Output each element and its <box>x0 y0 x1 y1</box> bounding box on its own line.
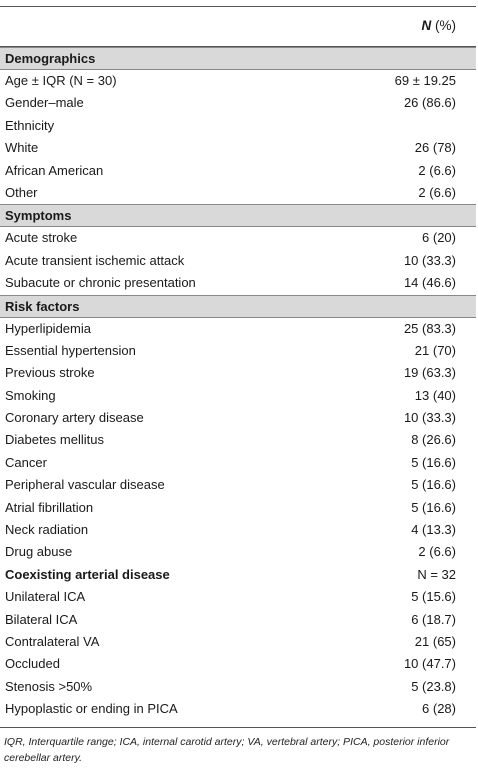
row-value: 10 (33.3) <box>403 252 456 268</box>
table-header <box>0 8 476 46</box>
row-value: 5 (16.6) <box>411 477 456 493</box>
table-row <box>0 272 476 294</box>
row-value: 2 (6.6) <box>418 162 456 178</box>
column-header-n-percent <box>422 18 457 33</box>
row-label: Contralateral VA <box>5 633 100 649</box>
row-value: 6 (18.7) <box>411 611 456 627</box>
table-row <box>0 429 476 451</box>
row-value: N = 32 <box>417 566 456 582</box>
row-value: 5 (23.8) <box>411 678 456 694</box>
table-row <box>0 250 476 272</box>
row-value: 13 (40) <box>414 387 456 403</box>
row-label: Coronary artery disease <box>5 410 144 426</box>
table-row <box>0 115 476 137</box>
row-label: Age ± IQR (N = 30) <box>5 73 117 88</box>
table-row <box>0 564 476 586</box>
table-row <box>0 541 476 563</box>
row-value: 5 (15.6) <box>411 589 456 605</box>
table-row <box>0 698 476 720</box>
row-value: 6 (28) <box>422 701 456 717</box>
section-header-row <box>0 47 476 70</box>
table-row <box>0 318 476 340</box>
row-label: Smoking <box>5 387 56 403</box>
table-row <box>0 676 476 698</box>
table-row <box>0 474 476 496</box>
table-row <box>0 452 476 474</box>
row-label: Peripheral vascular disease <box>5 477 165 493</box>
table-row <box>0 160 476 182</box>
table-row <box>0 497 476 519</box>
row-label: African American <box>5 162 104 178</box>
section-header-row <box>0 295 476 318</box>
row-label: Occluded <box>5 656 60 672</box>
row-label: Coexisting arterial disease <box>5 566 170 582</box>
table-row <box>0 407 476 429</box>
header-n: N <box>421 18 432 33</box>
row-label: Unilateral ICA <box>5 589 86 605</box>
row-value: 10 (33.3) <box>403 410 456 426</box>
row-label: Hypoplastic or ending in PICA <box>5 701 178 717</box>
section-header-row <box>0 204 476 227</box>
row-value: 21 (65) <box>414 633 456 649</box>
table-row <box>0 227 476 249</box>
table-row <box>0 609 476 631</box>
row-label: Diabetes mellitus <box>5 432 104 448</box>
table-row <box>0 70 476 92</box>
row-value: 19 (63.3) <box>403 365 456 381</box>
table-row <box>0 653 476 675</box>
row-label: Subacute or chronic presentation <box>5 275 196 291</box>
row-label: Essential hypertension <box>5 342 136 358</box>
row-label: Neck radiation <box>5 522 89 538</box>
table-row <box>0 340 476 362</box>
row-value: 69 ± 19.25 <box>394 73 456 88</box>
row-value: 8 (26.6) <box>411 432 456 448</box>
row-label: Symptoms <box>5 208 72 224</box>
row-value: 5 (16.6) <box>411 499 456 515</box>
row-value: 5 (16.6) <box>411 454 456 470</box>
row-label: Atrial fibrillation <box>5 499 94 515</box>
table-row <box>0 631 476 653</box>
table-bottom-rule <box>0 727 476 728</box>
table-row <box>0 137 476 159</box>
row-value: 26 (78) <box>414 140 456 156</box>
table-row <box>0 362 476 384</box>
row-label: Previous stroke <box>5 365 95 381</box>
row-label: Ethnicity <box>5 117 55 133</box>
row-label: Hyperlipidemia <box>5 320 91 336</box>
row-label: Drug abuse <box>5 544 73 560</box>
table-footnote: IQR, Interquartile range; ICA, internal carotid artery; VA, vertebral artery; PICA, posterior inferior cerebellar artery. <box>4 736 450 764</box>
row-value: 25 (83.3) <box>403 320 456 336</box>
table-row <box>0 92 476 114</box>
row-label: Other <box>5 184 38 200</box>
row-label: Acute stroke <box>5 230 78 246</box>
row-label: Risk factors <box>5 298 80 314</box>
row-label: Bilateral ICA <box>5 611 78 627</box>
row-value: 4 (13.3) <box>411 522 456 538</box>
row-value: 2 (6.6) <box>418 184 456 200</box>
row-label: Stenosis >50% <box>5 678 93 694</box>
table-top-rule <box>0 6 476 7</box>
table-row <box>0 385 476 407</box>
table-body <box>0 47 476 721</box>
row-label: Demographics <box>5 51 96 66</box>
row-label: Cancer <box>5 454 47 470</box>
row-label: Acute transient ischemic attack <box>5 252 185 268</box>
header-percent: (%) <box>431 18 456 33</box>
row-value: 21 (70) <box>414 342 456 358</box>
row-value: 14 (46.6) <box>403 275 456 291</box>
row-label: Gender–male <box>5 95 84 111</box>
table-row <box>0 519 476 541</box>
row-value: 6 (20) <box>422 230 456 246</box>
table-row <box>0 586 476 608</box>
row-label: White <box>5 140 39 156</box>
row-value: 26 (86.6) <box>403 95 456 111</box>
table-row <box>0 182 476 204</box>
row-value: 2 (6.6) <box>418 544 456 560</box>
row-value: 10 (47.7) <box>403 656 456 672</box>
